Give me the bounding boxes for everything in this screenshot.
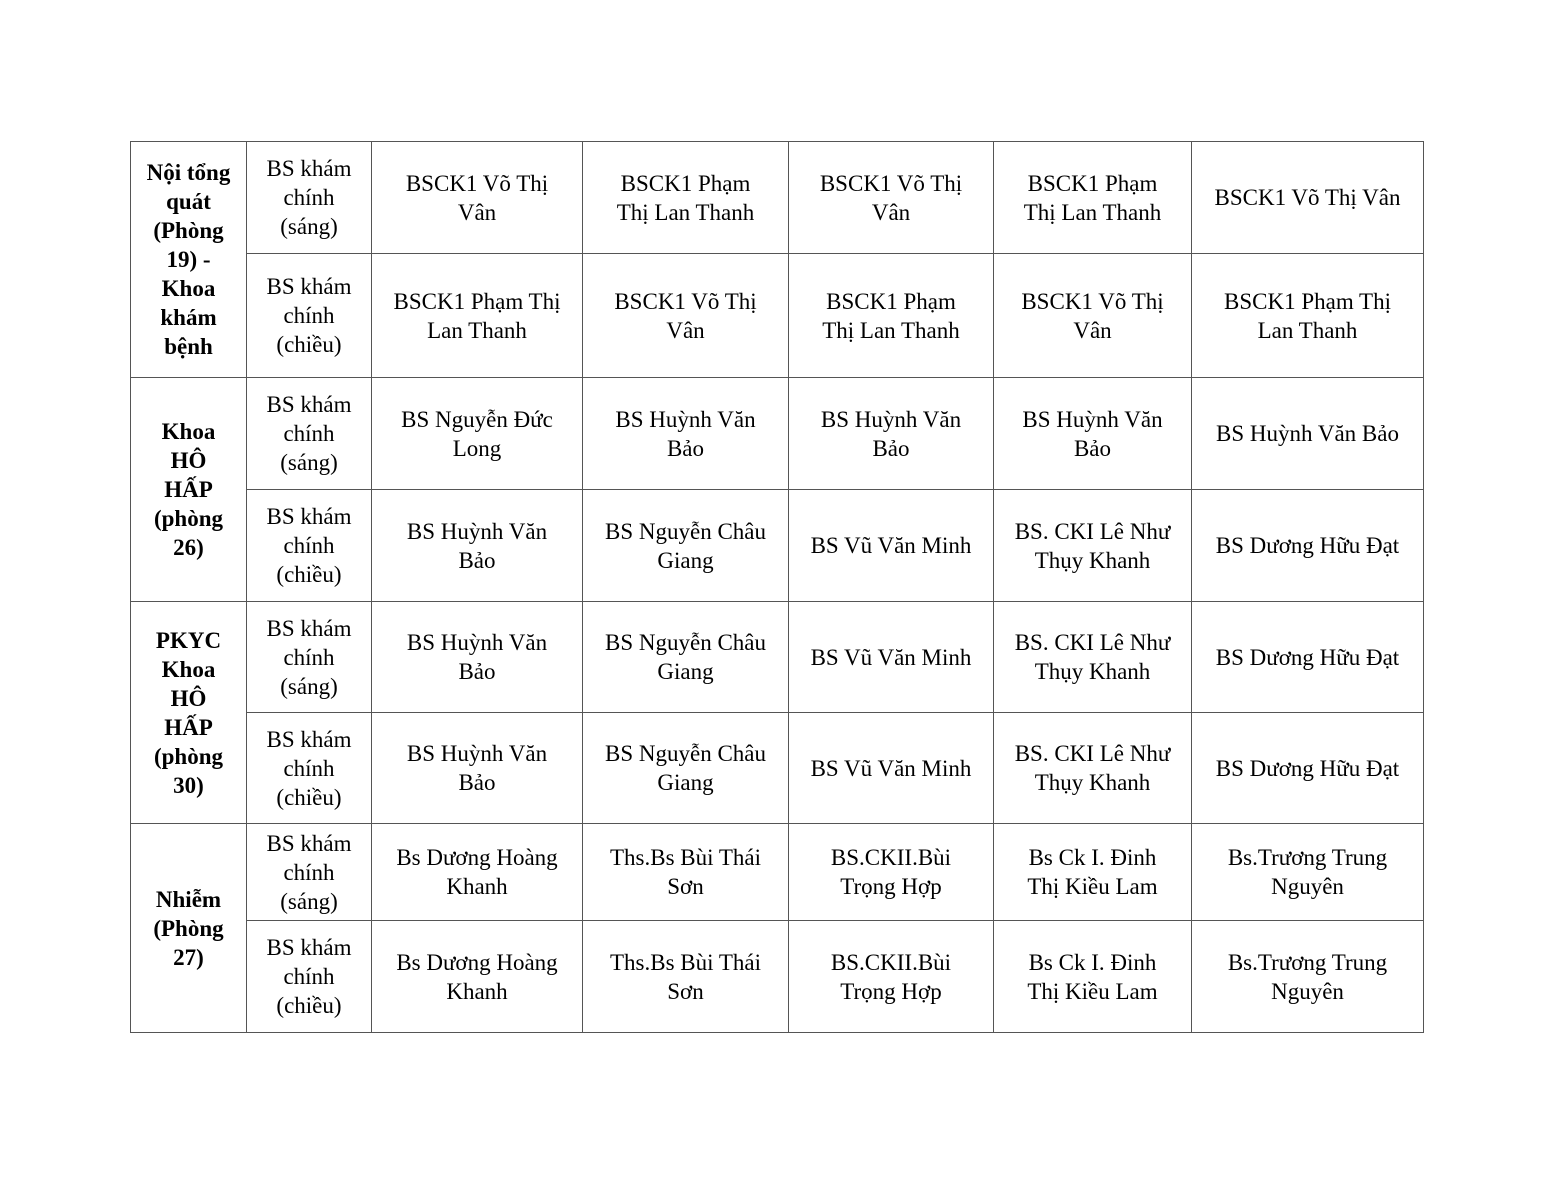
doctor-cell: BS Huỳnh Văn Bảo xyxy=(372,490,583,602)
doctor-cell: BS Vũ Văn Minh xyxy=(789,490,994,602)
doctor-cell: BS Vũ Văn Minh xyxy=(789,602,994,713)
shift-cell: BS khám chính (sáng) xyxy=(247,378,372,490)
doctor-cell: BS Vũ Văn Minh xyxy=(789,713,994,824)
doctor-cell: BS Nguyễn Châu Giang xyxy=(583,713,789,824)
table-row xyxy=(131,490,1424,602)
doctor-cell: BS Huỳnh Văn Bảo xyxy=(372,713,583,824)
doctor-cell: BS Huỳnh Văn Bảo xyxy=(372,602,583,713)
doctor-cell: BSCK1 Võ Thị Vân xyxy=(1192,142,1424,254)
doctor-cell: BS Huỳnh Văn Bảo xyxy=(583,378,789,490)
doctor-cell: BS Dương Hữu Đạt xyxy=(1192,713,1424,824)
table-row xyxy=(131,378,1424,490)
doctor-cell: Bs.Trương Trung Nguyên xyxy=(1192,921,1424,1033)
shift-cell: BS khám chính (chiều) xyxy=(247,713,372,824)
doctor-cell: BSCK1 Phạm Thị Lan Thanh xyxy=(789,254,994,378)
doctor-cell: BS.CKII.Bùi Trọng Hợp xyxy=(789,824,994,921)
shift-cell: BS khám chính (chiều) xyxy=(247,921,372,1033)
department-cell: Khoa HÔ HẤP (phòng 26) xyxy=(131,378,247,602)
doctor-cell: BS. CKI Lê Như Thụy Khanh xyxy=(994,490,1192,602)
doctor-schedule-table xyxy=(130,141,1424,1033)
table-row xyxy=(131,921,1424,1033)
doctor-cell: BSCK1 Phạm Thị Lan Thanh xyxy=(1192,254,1424,378)
shift-cell: BS khám chính (chiều) xyxy=(247,490,372,602)
table-row xyxy=(131,254,1424,378)
table-row xyxy=(131,824,1424,921)
doctor-cell: BS Huỳnh Văn Bảo xyxy=(994,378,1192,490)
doctor-cell: Bs Ck I. Đinh Thị Kiều Lam xyxy=(994,824,1192,921)
department-cell: Nhiễm (Phòng 27) xyxy=(131,824,247,1033)
doctor-cell: BS.CKII.Bùi Trọng Hợp xyxy=(789,921,994,1033)
doctor-cell: BS. CKI Lê Như Thụy Khanh xyxy=(994,713,1192,824)
shift-cell: BS khám chính (sáng) xyxy=(247,142,372,254)
table-row xyxy=(131,602,1424,713)
doctor-cell: BS Nguyễn Đức Long xyxy=(372,378,583,490)
doctor-cell: BS Huỳnh Văn Bảo xyxy=(789,378,994,490)
table-row xyxy=(131,142,1424,254)
doctor-cell: BSCK1 Võ Thị Vân xyxy=(583,254,789,378)
doctor-cell: BSCK1 Võ Thị Vân xyxy=(994,254,1192,378)
doctor-cell: BSCK1 Võ Thị Vân xyxy=(789,142,994,254)
table-row xyxy=(131,713,1424,824)
doctor-cell: BS Dương Hữu Đạt xyxy=(1192,602,1424,713)
doctor-cell: BS. CKI Lê Như Thụy Khanh xyxy=(994,602,1192,713)
shift-cell: BS khám chính (chiều) xyxy=(247,254,372,378)
doctor-cell: BS Nguyễn Châu Giang xyxy=(583,602,789,713)
doctor-cell: BS Nguyễn Châu Giang xyxy=(583,490,789,602)
shift-cell: BS khám chính (sáng) xyxy=(247,602,372,713)
doctor-cell: Bs Dương Hoàng Khanh xyxy=(372,921,583,1033)
doctor-cell: Bs Dương Hoàng Khanh xyxy=(372,824,583,921)
doctor-cell: BSCK1 Phạm Thị Lan Thanh xyxy=(583,142,789,254)
doctor-cell: Ths.Bs Bùi Thái Sơn xyxy=(583,824,789,921)
doctor-cell: BSCK1 Võ Thị Vân xyxy=(372,142,583,254)
doctor-cell: BS Dương Hữu Đạt xyxy=(1192,490,1424,602)
doctor-cell: BS Huỳnh Văn Bảo xyxy=(1192,378,1424,490)
doctor-cell: BSCK1 Phạm Thị Lan Thanh xyxy=(994,142,1192,254)
doctor-cell: Bs Ck I. Đinh Thị Kiều Lam xyxy=(994,921,1192,1033)
shift-cell: BS khám chính (sáng) xyxy=(247,824,372,921)
doctor-cell: Ths.Bs Bùi Thái Sơn xyxy=(583,921,789,1033)
department-cell: PKYC Khoa HÔ HẤP (phòng 30) xyxy=(131,602,247,824)
doctor-cell: BSCK1 Phạm Thị Lan Thanh xyxy=(372,254,583,378)
doctor-cell: Bs.Trương Trung Nguyên xyxy=(1192,824,1424,921)
department-cell: Nội tổng quát (Phòng 19) - Khoa khám bệnh xyxy=(131,142,247,378)
